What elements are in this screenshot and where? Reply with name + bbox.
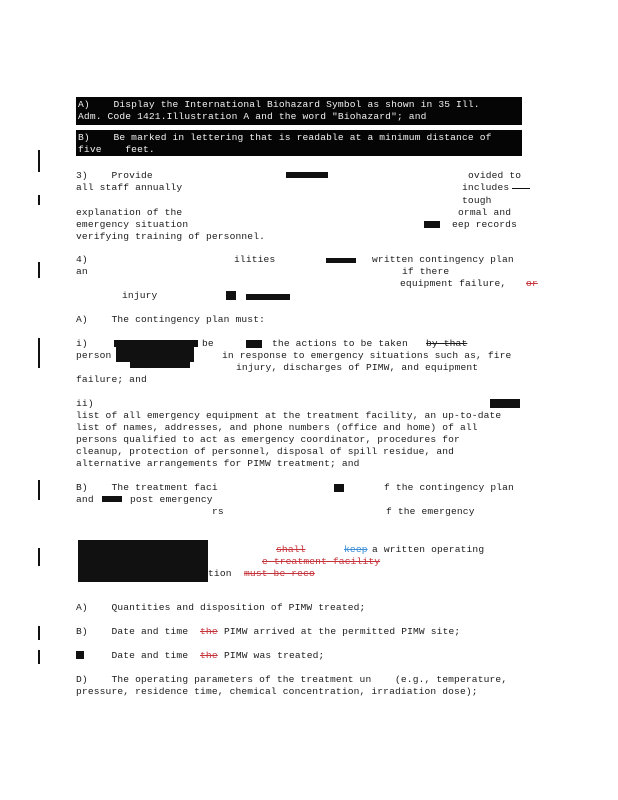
text-line: tion	[208, 568, 232, 579]
text-line: f the contingency plan	[384, 482, 514, 493]
margin-change-bar	[38, 338, 40, 368]
redaction-mark	[226, 291, 236, 300]
inverted-line: Adm. Code 1421.Illustration A and the word "Biohazard"; and	[78, 111, 427, 122]
deleted-text: the	[200, 626, 218, 637]
deleted-text: must be reco	[244, 568, 315, 579]
section-heading: A) The contingency plan must:	[76, 314, 266, 325]
text-line: alternative arrangements for PIMW treatment; and	[76, 458, 360, 469]
text-line: list of names, addresses, and phone numbers (office and home) of all	[76, 422, 478, 433]
redaction-mark	[130, 362, 190, 368]
text-line: i)	[76, 338, 88, 349]
text-line: an	[76, 266, 88, 277]
redaction-mark	[246, 340, 262, 348]
margin-change-bar	[38, 626, 40, 640]
text-line: B) The treatment faci	[76, 482, 218, 493]
text-line: and	[76, 494, 94, 505]
margin-change-bar	[38, 150, 40, 172]
text-line: ormal and	[458, 207, 512, 218]
inverted-line: five feet.	[78, 144, 155, 155]
text-line: be	[202, 338, 214, 349]
text-line: A) Quantities and disposition of PIMW treated;	[76, 602, 366, 613]
text-line: 3) Provide	[76, 170, 153, 181]
deleted-text: or	[526, 278, 538, 289]
text-line: the actions to be taken	[272, 338, 408, 349]
inverted-line: B) Be marked in lettering that is readable at a minimum distance of	[78, 132, 492, 143]
text-line: pressure, residence time, chemical concentration, irradiation dose);	[76, 686, 478, 697]
redaction-mark	[326, 258, 356, 263]
text-line: PIMW arrived at the permitted PIMW site;	[224, 626, 461, 637]
redaction-mark	[490, 399, 520, 408]
text-line: ilities	[234, 254, 276, 265]
text-line: injury	[122, 290, 158, 301]
text-line: by that	[426, 338, 468, 349]
text-line: ii)	[76, 398, 94, 409]
text-line: rs	[212, 506, 224, 517]
margin-change-bar	[38, 548, 40, 566]
text-line: ovided to	[468, 170, 522, 181]
redaction-mark	[246, 294, 290, 300]
redaction-mark	[424, 221, 440, 228]
redaction-mark	[78, 540, 208, 556]
text-line: a written operating	[372, 544, 485, 555]
margin-change-bar	[38, 262, 40, 278]
text-line: cleanup, protection of personnel, disposal of spill residue, and	[76, 446, 455, 457]
text-line: if there	[402, 266, 450, 277]
text-line: failure; and	[76, 374, 147, 385]
text-line: in response to emergency situations such as, fire	[222, 350, 512, 361]
text-line: eep records	[452, 219, 517, 230]
text-line: B) Date and time	[76, 626, 189, 637]
deleted-text: shall	[276, 544, 306, 555]
text-line: tough	[462, 195, 492, 206]
redaction-mark	[334, 484, 344, 492]
text-line: f the emergency	[386, 506, 475, 517]
text-line: list of all emergency equipment at the treatment facility, an up-to-date	[76, 410, 502, 421]
text-line: equipment failure,	[400, 278, 507, 289]
text-line: post emergency	[130, 494, 213, 505]
text-line: injury, discharges of PIMW, and equipment	[236, 362, 479, 373]
text-line: persons qualified to act as emergency coordinator, procedures for	[76, 434, 460, 445]
text-line: PIMW was treated;	[224, 650, 325, 661]
text-line: person	[76, 350, 112, 361]
text-line: includes	[462, 182, 510, 193]
redaction-mark	[512, 188, 530, 189]
deleted-text: the	[200, 650, 218, 661]
text-line: written contingency plan	[372, 254, 514, 265]
margin-change-bar	[38, 650, 40, 664]
redaction-mark	[78, 556, 208, 582]
text-line: all staff annually	[76, 182, 183, 193]
redaction-mark	[286, 172, 328, 178]
text-line: Date and time	[76, 650, 189, 661]
deleted-text: keep	[344, 544, 368, 555]
text-line: emergency situation	[76, 219, 189, 230]
text-line: verifying training of personnel.	[76, 231, 266, 242]
text-line: D) The operating parameters of the treatment un (e.g., temperature,	[76, 674, 508, 685]
deleted-text: e treatment facility	[262, 556, 381, 567]
redaction-mark	[102, 496, 122, 502]
inverted-line: A) Display the International Biohazard Symbol as shown in 35 Ill.	[78, 99, 480, 110]
margin-change-bar	[38, 480, 40, 500]
text-line: 4)	[76, 254, 88, 265]
text-line: explanation of the	[76, 207, 183, 218]
redaction-mark	[116, 344, 194, 362]
margin-change-bar	[38, 195, 40, 205]
